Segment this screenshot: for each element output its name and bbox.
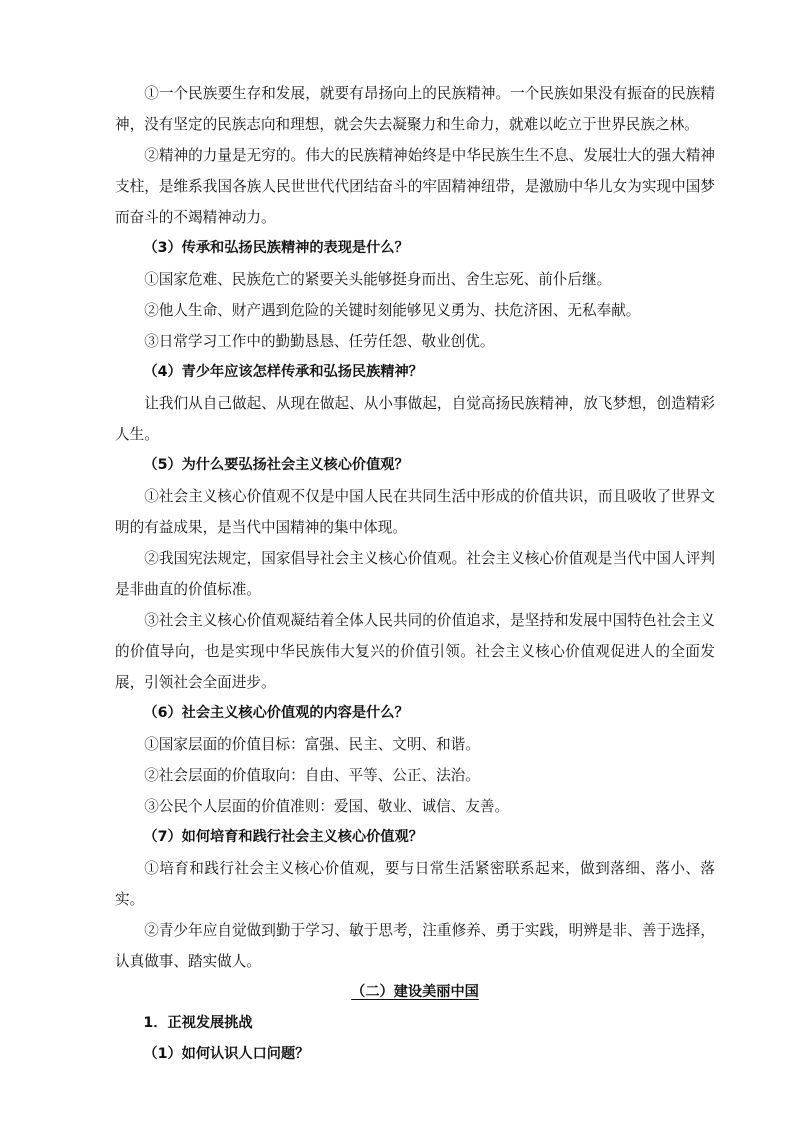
answer-item: ③公民个人层面的价值准则：爱国、敬业、诚信、友善。 (144, 798, 510, 815)
answer-item: ①培育和践行社会主义核心价值观，要与日常生活紧密联系起来，做到落细、落小、落实。 (115, 860, 715, 908)
subsection-heading: 1．正视发展挑战 (143, 1015, 253, 1031)
section-title-text: （二）建设美丽中国 (351, 984, 479, 1000)
section-title (115, 977, 715, 1008)
answer-item: ③社会主义核心价值观凝结着全体人民共同的价值追求，是坚持和发展中国特色社会主义的价值导向，也是实现中华民族伟大复兴的价值引领。社会主义核心价值观促进人的全面发展，引领社会全面进步。 (115, 612, 715, 691)
paragraph-national-spirit-2: ②精神的力量是无穷的。伟大的民族精神始终是中华民族生生不息、发展壮大的强大精神支柱，是维系我国各族人民世世代代团结奋斗的牢固精神纽带，是激励中华儿女为实现中国梦而奋斗的不竭精神动力。 (115, 147, 715, 226)
question-heading-population: （1）如何认识人口问题？ (143, 1046, 310, 1062)
question-heading-3: （3）传承和弘扬民族精神的表现是什么？ (143, 240, 409, 256)
question-heading-7: （7）如何培育和践行社会主义核心价值观？ (143, 829, 423, 845)
question-heading-5: （5）为什么要弘扬社会主义核心价值观？ (143, 457, 409, 473)
question-heading-4: （4）青少年应该怎样传承和弘扬民族精神？ (143, 364, 423, 380)
paragraph-national-spirit-1: ①一个民族要生存和发展，就要有昂扬向上的民族精神。一个民族如果没有振奋的民族精神，没有坚定的民族志向和理想，就会失去凝聚力和生命力，就难以屹立于世界民族之林。 (115, 85, 715, 133)
answer-item: ③日常学习工作中的勤勤恳恳、任劳任怨、敬业创优。 (144, 333, 495, 350)
document-page (115, 78, 715, 1070)
answer-item: ①社会主义核心价值观不仅是中国人民在共同生活中形成的价值共识，而且吸收了世界文明的有益成果，是当代中国精神的集中体现。 (115, 488, 715, 536)
answer-item: ②他人生命、财产遇到危险的关键时刻能够见义勇为、扶危济困、无私奉献。 (144, 302, 641, 319)
question-heading-6: （6）社会主义核心价值观的内容是什么？ (143, 705, 409, 721)
answer-item: ②青少年应自觉做到勤于学习、敏于思考，注重修养、勇于实践，明辨是非、善于选择，认真做事、踏实做人。 (115, 922, 715, 970)
answer-item: ②社会层面的价值取向：自由、平等、公正、法治。 (144, 767, 480, 784)
answer-item: ①国家层面的价值目标：富强、民主、文明、和谐。 (144, 736, 480, 753)
answer-item: ②我国宪法规定，国家倡导社会主义核心价值观。社会主义核心价值观是当代中国人评判是非曲直的价值标准。 (115, 550, 715, 598)
answer-item: 让我们从自己做起、从现在做起、从小事做起，自觉高扬民族精神，放飞梦想，创造精彩人生。 (115, 395, 715, 443)
answer-item: ①国家危难、民族危亡的紧要关头能够挺身而出、舍生忘死、前仆后继。 (144, 271, 612, 288)
